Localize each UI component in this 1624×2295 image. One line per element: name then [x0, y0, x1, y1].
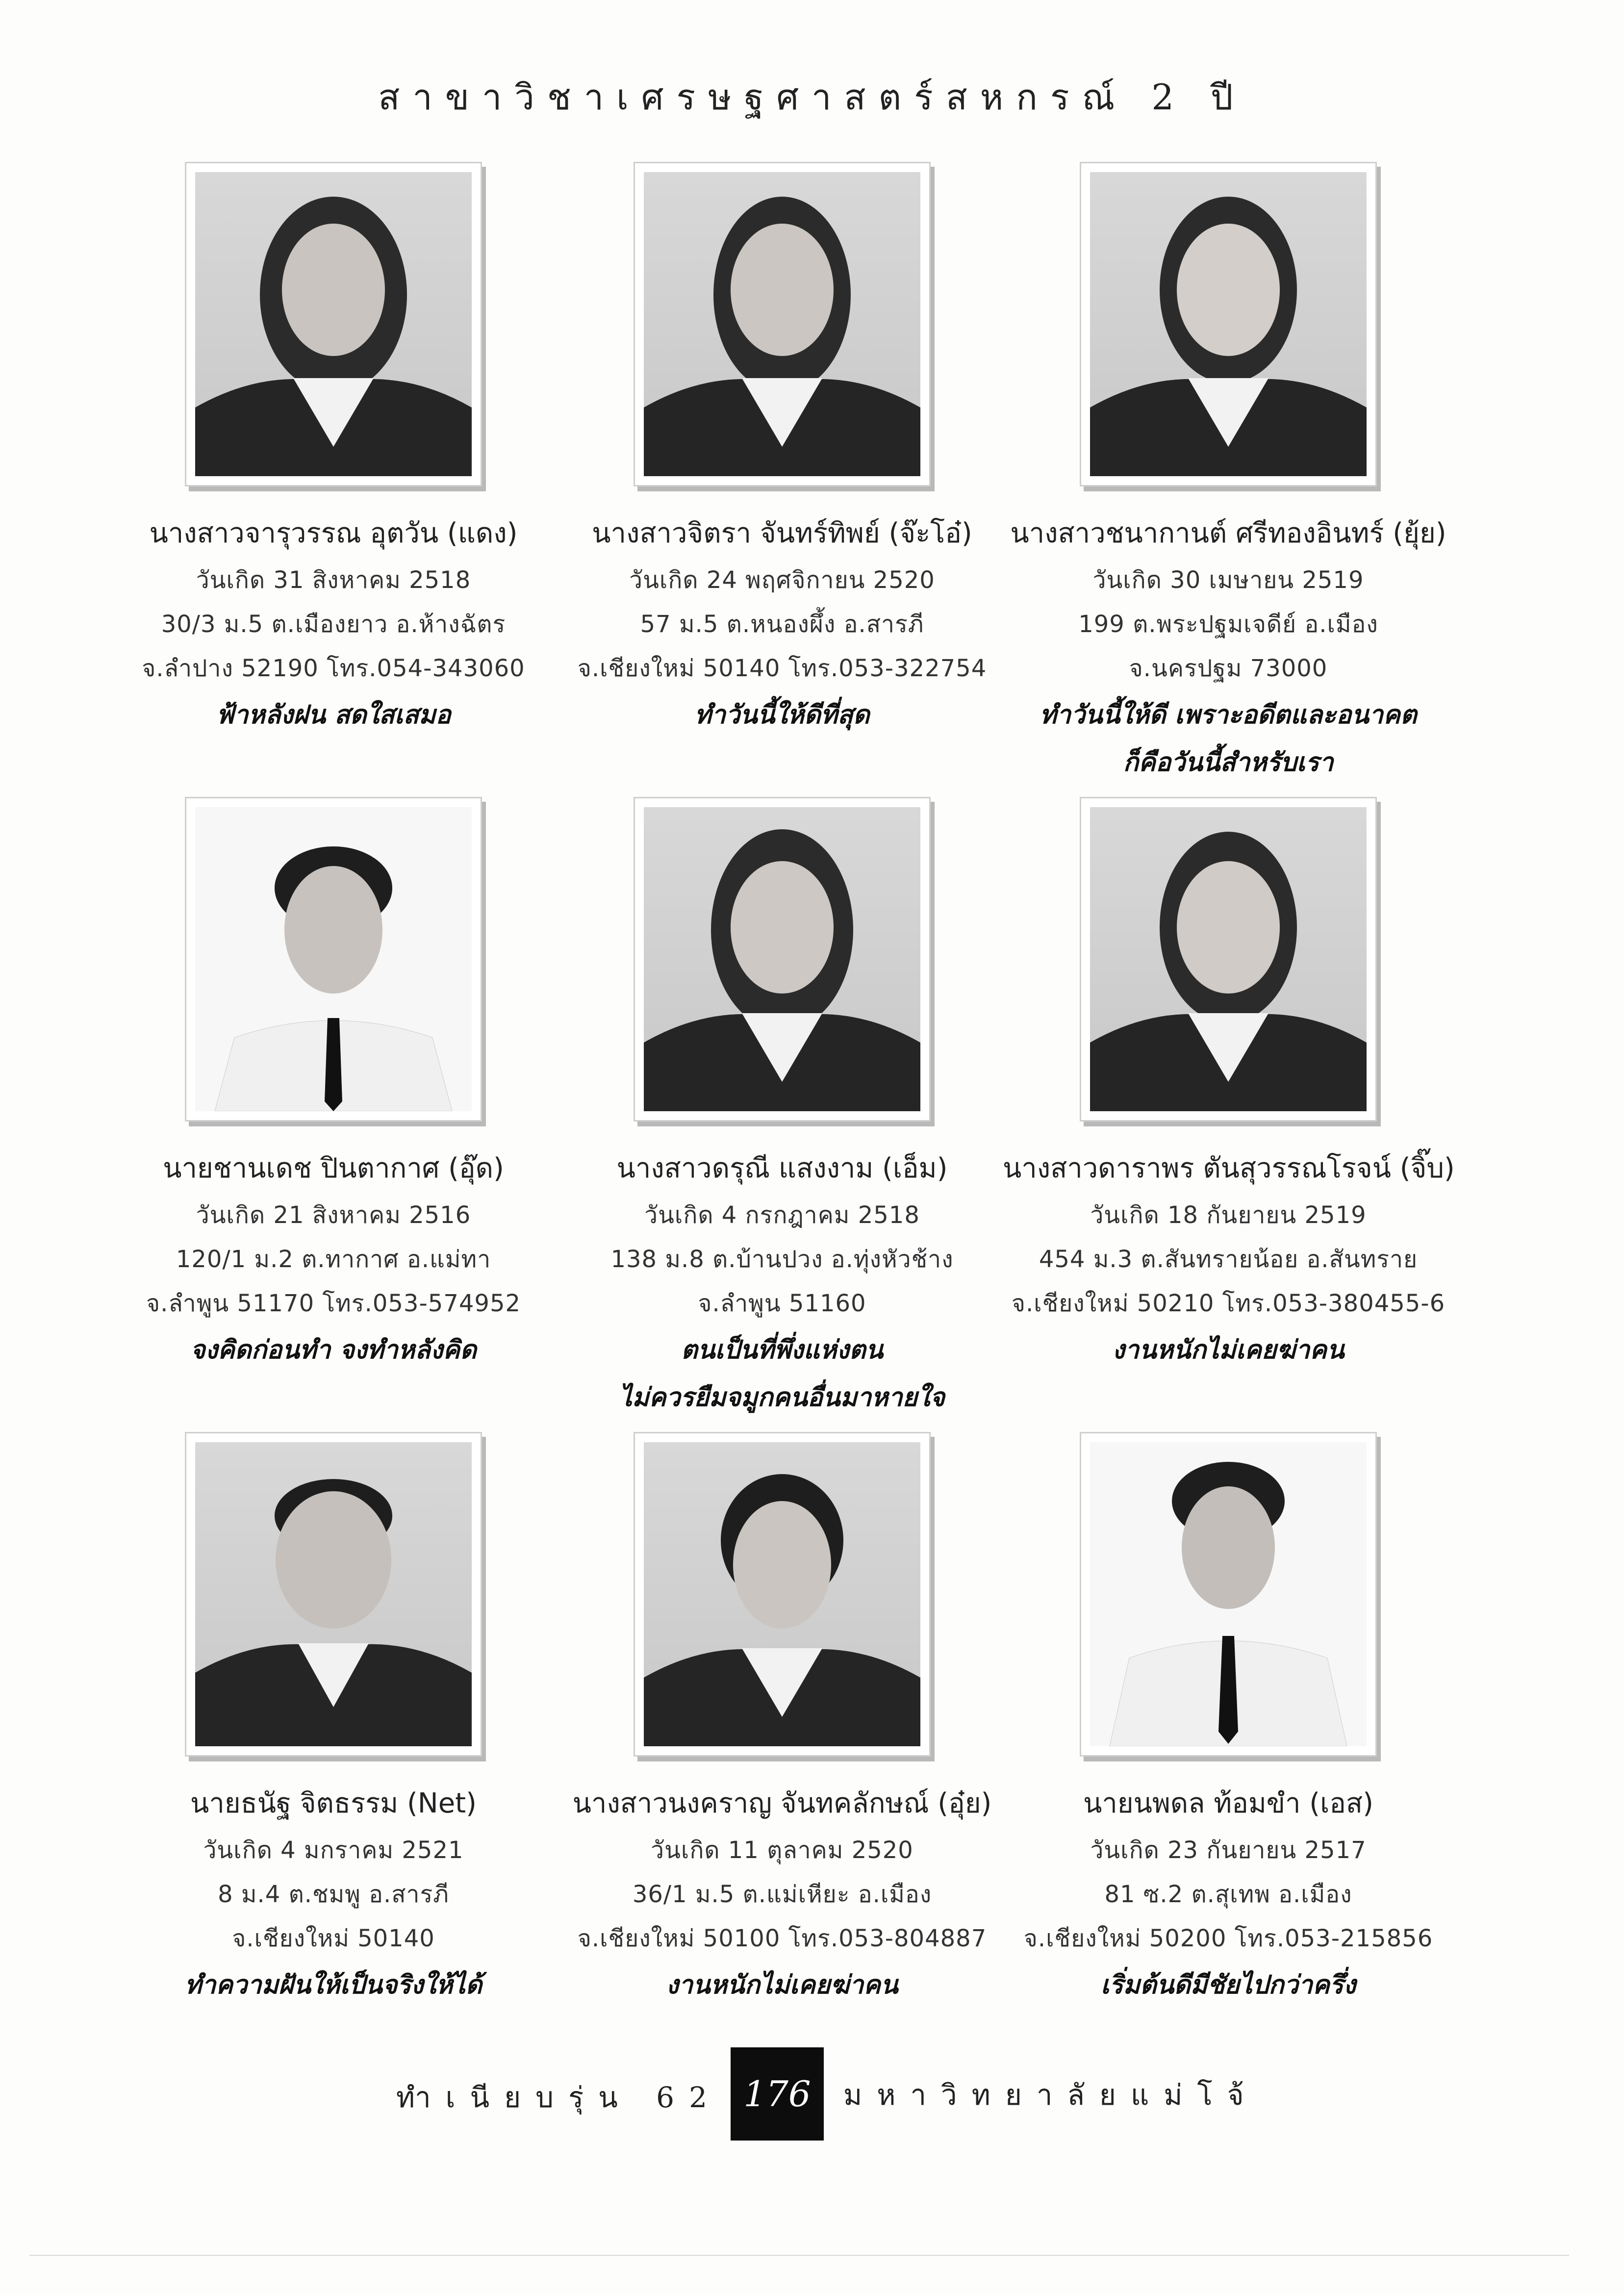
- address-line: 120/1 ม.2 ต.ทากาศ อ.แม่ทา: [176, 1246, 491, 1273]
- student-photo: [634, 1432, 931, 1757]
- student-card: [557, 797, 1008, 1417]
- birth-date: วันเกิด 4 กรกฎาคม 2518: [644, 1201, 920, 1229]
- student-photo: [634, 797, 931, 1122]
- student-card: [108, 1432, 559, 2005]
- student-photo: [1080, 1432, 1377, 1757]
- address-line: จ.ลำปาง 52190 โทร.054-343060: [142, 655, 525, 682]
- student-photo: [634, 162, 931, 486]
- footer-yearbook-label: ทำเนียบรุ่น 62: [396, 2081, 722, 2114]
- student-name: นางสาวจารุวรรณ อุตวัน (แดง): [149, 517, 518, 549]
- student-card: [108, 162, 559, 735]
- student-name: นายนพดล ท้อมขำ (เอส): [1083, 1787, 1373, 1819]
- student-name: นางสาวดาราพร ตันสุวรรณโรจน์ (จิ๊บ): [1003, 1152, 1455, 1184]
- motto: ทำความฝันให้เป็นจริงให้ได้: [184, 1970, 482, 2000]
- address-line: 199 ต.พระปฐมเจดีย์ อ.เมือง: [1078, 611, 1378, 638]
- student-photo: [1080, 162, 1377, 486]
- student-photo: [185, 797, 482, 1122]
- student-photo: [1080, 797, 1377, 1122]
- student-card: [1003, 797, 1454, 1370]
- student-card: [557, 162, 1008, 735]
- footer-university-label: มหาวิทยาลัยแม่โจ้: [843, 2078, 1259, 2112]
- birth-date: วันเกิด 11 ตุลาคม 2520: [651, 1836, 914, 1864]
- address-line: 36/1 ม.5 ต.แม่เหียะ อ.เมือง: [632, 1881, 932, 1908]
- motto: เริ่มต้นดีมีชัยไปกว่าครึ่ง: [1100, 1970, 1356, 2000]
- student-photo: [185, 162, 482, 486]
- address-line: 81 ซ.2 ต.สุเทพ อ.เมือง: [1104, 1881, 1352, 1908]
- motto: ฟ้าหลังฝน สดใสเสมอ: [216, 700, 451, 730]
- address-line: 454 ม.3 ต.สันทรายน้อย อ.สันทราย: [1039, 1246, 1418, 1273]
- page-title: สาขาวิชาเศรษฐศาสตร์สหกรณ์ 2 ปี: [378, 76, 1246, 118]
- birth-date: วันเกิด 18 กันยายน 2519: [1090, 1201, 1367, 1229]
- student-photo: [185, 1432, 482, 1757]
- address-line: จ.เชียงใหม่ 50140: [232, 1925, 435, 1952]
- address-line: จ.เชียงใหม่ 50140 โทร.053-322754: [577, 655, 987, 682]
- student-name: นายธนัฐ จิตธรรม (Net): [190, 1787, 477, 1819]
- motto: งานหนักไม่เคยฆ่าคน: [1112, 1335, 1345, 1365]
- address-line: 57 ม.5 ต.หนองผึ้ง อ.สารภี: [640, 611, 924, 638]
- address-line: 138 ม.8 ต.บ้านปวง อ.ทุ่งหัวช้าง: [610, 1246, 954, 1273]
- address-line: จ.เชียงใหม่ 50200 โทร.053-215856: [1023, 1925, 1433, 1952]
- birth-date: วันเกิด 21 สิงหาคม 2516: [196, 1201, 471, 1229]
- page-footer: [0, 2047, 1624, 2141]
- student-name: นางสาวจิตรา จันทร์ทิพย์ (จ๊ะโอ๋): [592, 517, 972, 549]
- address-line: จ.นครปฐม 73000: [1129, 655, 1328, 682]
- student-name: นายชานเดช ปินตากาศ (อุ๊ด): [163, 1152, 504, 1184]
- student-card: [1003, 162, 1454, 782]
- address-line: 8 ม.4 ต.ชมพู อ.สารภี: [218, 1881, 449, 1908]
- motto: ก็คือวันนี้สำหรับเรา: [1123, 748, 1334, 777]
- motto: ไม่ควรยืมจมูกคนอื่นมาหายใจ: [619, 1383, 945, 1412]
- birth-date: วันเกิด 24 พฤศจิกายน 2520: [629, 566, 935, 594]
- bottom-divider: [29, 2255, 1569, 2256]
- address-line: จ.เชียงใหม่ 50100 โทร.053-804887: [577, 1925, 987, 1952]
- motto: ทำวันนี้ให้ดีที่สุด: [694, 700, 870, 730]
- motto: ตนเป็นที่พึ่งแห่งตน: [681, 1335, 884, 1365]
- birth-date: วันเกิด 30 เมษายน 2519: [1092, 566, 1364, 594]
- page-number: 176: [731, 2047, 824, 2141]
- motto: งานหนักไม่เคยฆ่าคน: [666, 1970, 898, 2000]
- address-line: จ.เชียงใหม่ 50210 โทร.053-380455-6: [1011, 1290, 1446, 1317]
- birth-date: วันเกิด 23 กันยายน 2517: [1090, 1836, 1367, 1864]
- student-name: นางสาวชนากานต์ ศรีทองอินทร์ (ยุ้ย): [1010, 517, 1446, 549]
- student-name: นางสาวดรุณี แสงงาม (เอ็ม): [616, 1152, 948, 1184]
- student-card: [1003, 1432, 1454, 2005]
- student-card: [108, 797, 559, 1370]
- student-name: นางสาวนงคราญ จันทคลักษณ์ (อุ๋ย): [572, 1787, 992, 1819]
- address-line: 30/3 ม.5 ต.เมืองยาว อ.ห้างฉัตร: [161, 611, 506, 638]
- birth-date: วันเกิด 4 มกราคม 2521: [203, 1836, 464, 1864]
- motto: จงคิดก่อนทำ จงทำหลังคิด: [190, 1335, 477, 1365]
- student-card: [557, 1432, 1008, 2005]
- address-line: จ.ลำพูน 51170 โทร.053-574952: [146, 1290, 521, 1317]
- birth-date: วันเกิด 31 สิงหาคม 2518: [196, 566, 471, 594]
- motto: ทำวันนี้ให้ดี เพราะอดีตและอนาคต: [1040, 700, 1417, 730]
- address-line: จ.ลำพูน 51160: [698, 1290, 866, 1317]
